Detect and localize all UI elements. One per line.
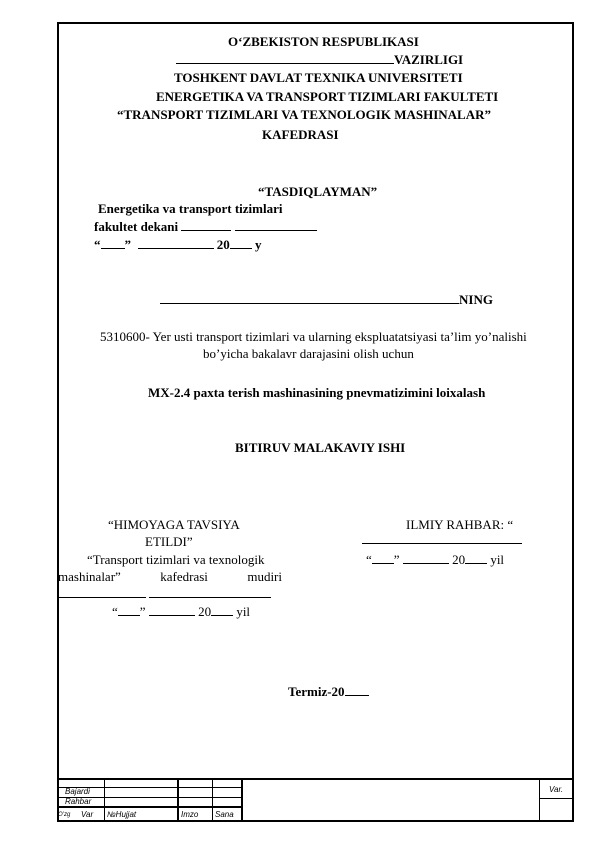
header-kafedra: KAFEDRASI: [262, 127, 339, 142]
thesis-topic: MX-2.4 paxta terish mashinasining pnevmatizimini loixalash: [148, 385, 486, 400]
supervisor-name-line: [362, 532, 522, 547]
approval-date: “ ” 20 y: [94, 237, 262, 252]
program-line2: bo’yicha bakalavr darajasini olish uchun: [203, 346, 414, 361]
stamp-var: Var: [81, 810, 94, 819]
header-faculty: ENERGETIKA VA TRANSPORT TIZIMLARI FAKULTETI: [156, 89, 499, 104]
header-university: TOSHKENT DAVLAT TEXNIKA UNIVERSITETI: [174, 70, 463, 85]
recommendation-date: “ ” 20 yil: [112, 604, 251, 619]
work-title: BITIRUV MALAKAVIY ISHI: [235, 440, 406, 455]
title-block: [57, 778, 574, 822]
recommendation-line2: ETILDI”: [145, 534, 193, 549]
approval-line2: fakultet dekani: [94, 219, 317, 234]
header-country: O‘ZBEKISTON RESPUBLIKASI: [228, 34, 419, 49]
stamp-ozg: O’zg: [58, 812, 71, 818]
header-department: “TRANSPORT TIZIMLARI VA TEXNOLOGIK MASHINALAR”: [117, 107, 491, 122]
stamp-var-right: Var.: [549, 785, 564, 794]
page-frame: [57, 22, 574, 822]
city-year: Termiz-20: [288, 684, 369, 699]
approval-line1: Energetika va transport tizimlari: [98, 201, 283, 216]
stamp-rahbar: Rahbar: [65, 797, 92, 806]
stamp-bajardi: Bajardi: [65, 787, 90, 796]
approval-title: “TASDIQLAYMAN”: [258, 184, 378, 199]
student-name-line: NING: [160, 292, 493, 307]
supervisor-date: “ ” 20 yil: [366, 552, 505, 567]
recommendation-line3: “Transport tizimlari va texnologik: [87, 552, 265, 567]
stamp-imzo: Imzo: [181, 810, 199, 819]
stamp-nohujjat: №Hujjat: [107, 810, 137, 819]
recommendation-line4: mashinalar” kafedrasi mudiri: [58, 569, 282, 584]
header-ministry: VAZIRLIGI: [176, 52, 463, 67]
recommendation-signature-line: [58, 586, 271, 601]
program-line1: 5310600- Yer usti transport tizimlari va ularning ekspluatatsiyasi ta’lim yo’nalishi: [100, 329, 527, 344]
stamp-sana: Sana: [215, 810, 234, 819]
recommendation-line1: “HIMOYAGA TAVSIYA: [108, 517, 240, 532]
supervisor-label: ILMIY RAHBAR: “: [406, 517, 514, 532]
